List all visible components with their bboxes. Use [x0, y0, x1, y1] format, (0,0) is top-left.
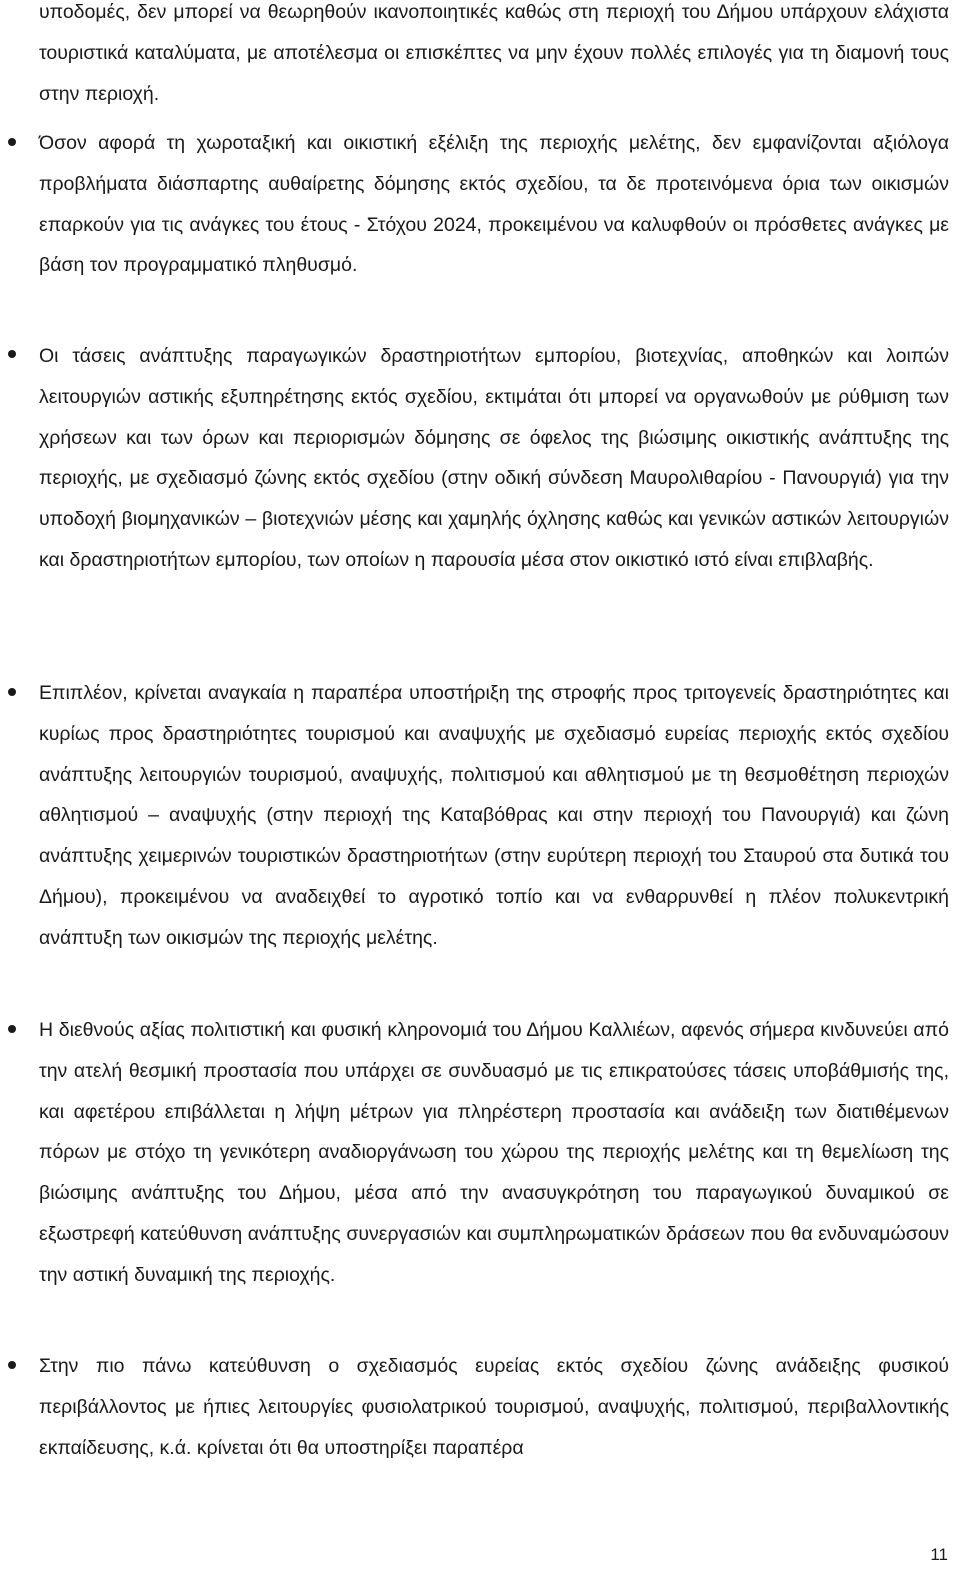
- bullet-icon: [8, 1361, 16, 1369]
- bullet-icon: [8, 688, 16, 696]
- bullet-icon: [8, 350, 16, 358]
- paragraph-intro-continuation: υποδομές, δεν μπορεί να θεωρηθούν ικανοποιητικές καθώς στη περιοχή του Δήμου υπάρχουν ελάχιστα τουριστικά καταλύματα, με αποτέλεσμα οι επισκέπτες να μην έχουν πολλές επιλογές για τη διαμονή τους στην περιοχή.: [39, 1, 949, 105]
- paragraph-tourism-support: Επιπλέον, κρίνεται αναγκαία η παραπέρα υποστήριξη της στροφής προς τριτογενείς δραστηριότητες και κυρίως προς δραστηριότητες τουρισμού και αναψυχής με σχεδιασμό ευρείας περιοχής εκτός σχεδίου ανάπτυξης λειτουργιών τουρισμού, αναψυχής, πολιτισμού και αθλητισμού με τη θεσμοθέτηση περιοχών αθλητισμού – αναψυχής (στην περιοχή της Καταβόθρας και στην περιοχή του Πανουργιά) και ζώνη ανάπτυξης χειμερινών τουριστικών δραστηριοτήτων (στην ευρύτερη περιοχή του Σταυρού στα δυτικά του Δήμου), προκειμένου να αναδειχθεί το αγροτικό τοπίο και να ενθαρρυνθεί η πλέον πολυκεντρική ανάπτυξη των οικισμών της περιοχής μελέτης.: [39, 682, 949, 949]
- paragraph-natural-environment-zone: Στην πιο πάνω κατεύθυνση ο σχεδιασμός ευρείας εκτός σχεδίου ζώνης ανάδειξης φυσικού περιβάλλοντος με ήπιες λειτουργίες φυσιολατρικού τουρισμού, αναψυχής, πολιτισμού, περιβαλλοντικής εκπαίδευσης, κ.ά. κρίνεται ότι θα υποστηρίξει παραπέρα: [39, 1355, 949, 1459]
- page-number: 11: [930, 1545, 948, 1564]
- paragraph-productive-activities: Οι τάσεις ανάπτυξης παραγωγικών δραστηριοτήτων εμπορίου, βιοτεχνίας, αποθηκών και λοιπών λειτουργιών αστικής εξυπηρέτησης εκτός σχεδίου, εκτιμάται ότι μπορεί να οργανωθούν με ρύθμιση των χρήσεων και των όρων και περιορισμών δόμησης σε όφελος της βιώσιμης οικιστικής ανάπτυξης της περιοχής, με σχεδιασμό ζώνης εκτός σχεδίου (στην οδική σύνδεση Μαυρολιθαρίου - Πανουργιά) για την υποδοχή βιομηχανικών – βιοτεχνιών μέσης και χαμηλής όχλησης καθώς και γενικών αστικών λειτουργιών και δραστηριοτήτων εμπορίου, των οποίων η παρουσία μέσα στον οικιστικό ιστό είναι επιβλαβής.: [39, 345, 949, 571]
- paragraph-spatial-development: Όσον αφορά τη χωροταξική και οικιστική εξέλιξη της περιοχής μελέτης, δεν εμφανίζονται αξιόλογα προβλήματα διάσπαρτης αυθαίρετης δόμησης εκτός σχεδίου, τα δε προτεινόμενα όρια των οικισμών επαρκούν για τις ανάγκες του έτους - Στόχου 2024, προκειμένου να καλυφθούν οι πρόσθετες ανάγκες με βάση τον προγραμματικό πληθυσμό.: [39, 132, 949, 277]
- paragraph-cultural-heritage: Η διεθνούς αξίας πολιτιστική και φυσική κληρονομιά του Δήμου Καλλιέων, αφενός σήμερα κινδυνεύει από την ατελή θεσμική προστασία που υπάρχει σε συνδυασμό με τις επικρατούσες τάσεις υποβάθμισής της, και αφετέρου επιβάλλεται η λήψη μέτρων για πληρέστερη προστασία και ανάδειξη των διατιθέμενων πόρων με στόχο τη γενικότερη αναδιοργάνωση του χώρου της περιοχής μελέτης και τη θεμελίωση της βιώσιμης ανάπτυξης του Δήμου, μέσα από την ανασυγκρότηση του παραγωγικού δυναμικού σε εξωστρεφή κατεύθυνση ανάπτυξης συνεργασιών και συμπληρωματικών δράσεων που θα ενδυναμώσουν την αστική δυναμική της περιοχής.: [39, 1019, 949, 1286]
- bullet-icon: [8, 138, 16, 146]
- bullet-icon: [8, 1025, 16, 1033]
